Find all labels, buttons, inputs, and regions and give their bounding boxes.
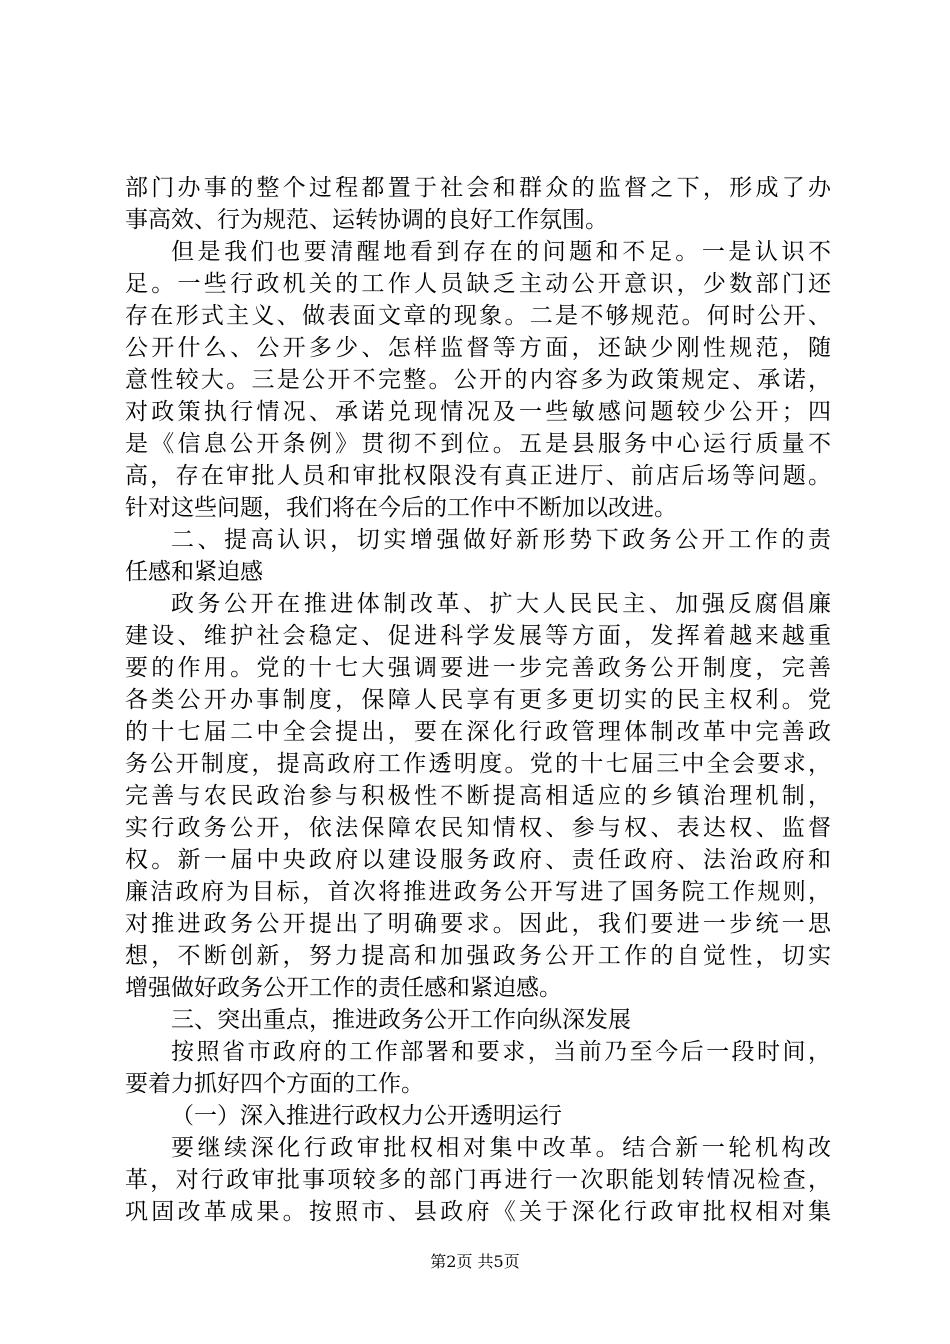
text-line: 增强做好政务公开工作的责任感和紧迫感。: [125, 975, 562, 1001]
text-line: 事高效、行为规范、运转协调的良好工作氛围。: [125, 207, 608, 233]
page-footer: 第2页 共5页: [430, 1252, 520, 1271]
text-line: 存在形式主义、做表面文章的现象。二是不够规范。何时公开、: [125, 303, 831, 329]
text-line: （一）深入推进行政权力公开透明运行: [171, 1103, 562, 1129]
text-line: 革，对行政审批事项较多的部门再进行一次职能划转情况检查，: [125, 1167, 831, 1193]
text-line: 二、提高认识，切实增强做好新形势下政务公开工作的责: [171, 527, 831, 553]
text-line: 完善与农民政治参与积极性不断提高相适应的乡镇治理机制，: [125, 783, 831, 809]
text-line: 廉洁政府为目标，首次将推进政务公开写进了国务院工作规则，: [125, 879, 831, 905]
text-line: 三、突出重点，推进政务公开工作向纵深发展: [171, 1007, 631, 1033]
body-text: [125, 172, 831, 1228]
text-line: 按照省市政府的工作部署和要求，当前乃至今后一段时间，: [171, 1039, 831, 1065]
text-line: 权。新一届中央政府以建设服务政府、责任政府、法治政府和: [125, 847, 831, 873]
text-line: 要着力抓好四个方面的工作。: [125, 1071, 424, 1097]
text-line: 建设、维护社会稳定、促进科学发展等方面，发挥着越来越重: [125, 623, 831, 649]
text-line: 任感和紧迫感: [125, 559, 263, 585]
text-line: 实行政务公开，依法保障农民知情权、参与权、表达权、监督: [125, 815, 831, 841]
text-line: 足。一些行政机关的工作人员缺乏主动公开意识，少数部门还: [125, 271, 831, 297]
text-line: 要的作用。党的十七大强调要进一步完善政务公开制度，完善: [125, 655, 831, 681]
text-line: 但是我们也要清醒地看到存在的问题和不足。一是认识不: [171, 239, 831, 265]
text-line: 的十七届二中全会提出，要在深化行政管理体制改革中完善政: [125, 719, 831, 745]
text-line: 针对这些问题，我们将在今后的工作中不断加以改进。: [125, 495, 677, 521]
text-line: 务公开制度，提高政府工作透明度。党的十七届三中全会要求，: [125, 751, 831, 777]
text-line: 对推进政务公开提出了明确要求。因此，我们要进一步统一思: [125, 911, 831, 937]
text-line: 是《信息公开条例》贯彻不到位。五是县服务中心运行质量不: [125, 431, 831, 457]
text-line: 巩固改革成果。按照市、县政府《关于深化行政审批权相对集: [125, 1199, 831, 1225]
text-line: 意性较大。三是公开不完整。公开的内容多为政策规定、承诺，: [125, 367, 831, 393]
text-line: 对政策执行情况、承诺兑现情况及一些敏感问题较少公开；四: [125, 399, 831, 425]
text-line: 公开什么、公开多少、怎样监督等方面，还缺少刚性规范，随: [125, 335, 831, 361]
text-line: 高，存在审批人员和审批权限没有真正进厅、前店后场等问题。: [125, 463, 831, 489]
text-line: 部门办事的整个过程都置于社会和群众的监督之下，形成了办: [125, 175, 831, 201]
text-line: 想，不断创新，努力提高和加强政务公开工作的自觉性，切实: [125, 943, 831, 969]
text-line: 要继续深化行政审批权相对集中改革。结合新一轮机构改: [171, 1135, 831, 1161]
text-line: 各类公开办事制度，保障人民享有更多更切实的民主权利。党: [125, 687, 831, 713]
text-line: 政务公开在推进体制改革、扩大人民民主、加强反腐倡廉: [171, 591, 831, 617]
